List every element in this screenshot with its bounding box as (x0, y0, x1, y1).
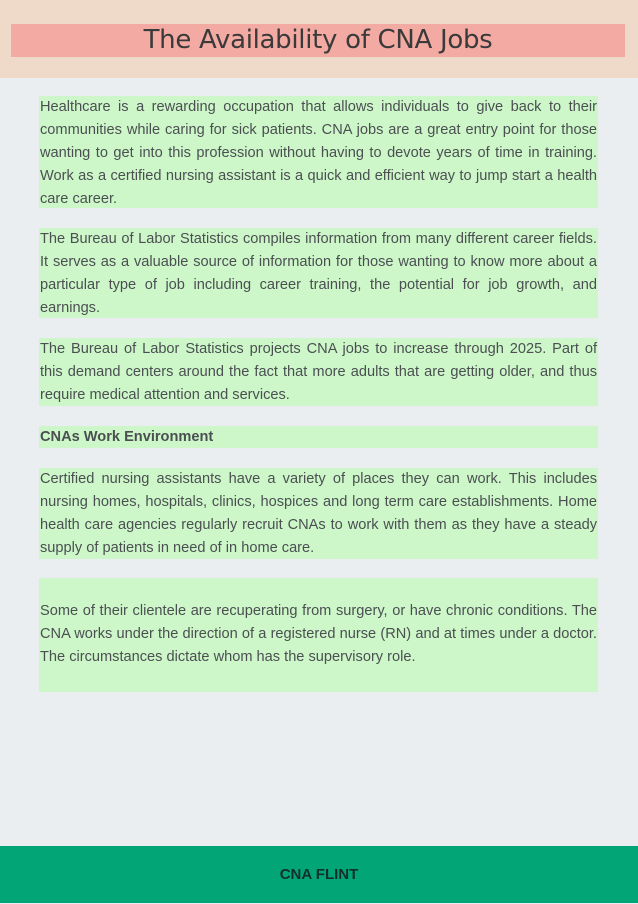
footer-label: CNA FLINT (279, 866, 359, 883)
heading-text: CNAs Work Environment (40, 429, 214, 445)
title-bar (11, 24, 625, 57)
paragraph-text: The Bureau of Labor Statistics compiles information from many different career fields. It serves as a valuable source of information for those wanting to know more about a particular type of job including career training, the potential for job growth, and earnings. (40, 231, 597, 316)
page-footer (0, 846, 638, 903)
paragraph-clientele (39, 578, 598, 692)
paragraph-text: Some of their clientele are recuperating from surgery, or have chronic conditions. The CNA works under the direction of a registered nurse (RN) and at times under a doctor. The circumstances dictate whom has the supervisory role. (40, 603, 597, 665)
paragraph-work-places (39, 468, 598, 559)
paragraph-text: The Bureau of Labor Statistics projects CNA jobs to increase through 2025. Part of this demand centers around the fact that more adults that are getting older, and thus require medical attention and services. (40, 341, 597, 403)
paragraph-bls (39, 228, 598, 318)
paragraph-text: Healthcare is a rewarding occupation that allows individuals to give back to their communities while caring for sick patients. CNA jobs are a great entry point for those wanting to get into this profession without having to devote years of time in training. Work as a certified nursing assistant is a quick and efficient way to jump start a health care career. (40, 99, 597, 207)
paragraph-intro (39, 96, 598, 208)
paragraph-projection (39, 338, 598, 406)
page-title: The Availability of CNA Jobs (143, 25, 493, 55)
section-heading (39, 426, 598, 448)
paragraph-text: Certified nursing assistants have a variety of places they can work. This includes nursing homes, hospitals, clinics, hospices and long term care establishments. Home health care agencies regularly recruit CNAs to work with them as they have a steady supply of patients in need of in home care. (40, 471, 597, 556)
page-header (0, 0, 638, 78)
